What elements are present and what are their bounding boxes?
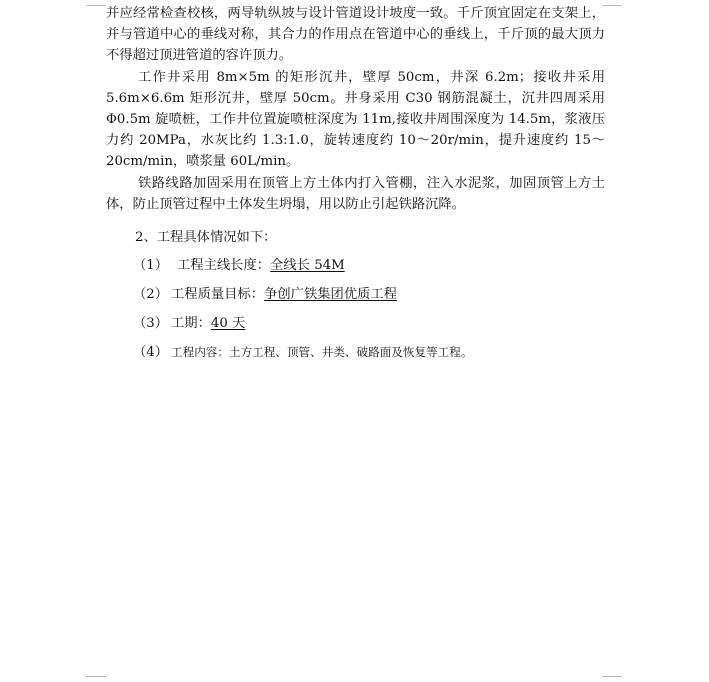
list-item-label: 工程主线长度： <box>177 258 271 273</box>
crop-mark-bottom-right <box>602 676 622 682</box>
crop-mark-bottom-left <box>86 676 106 682</box>
list-item-number: （3） <box>133 316 169 331</box>
section-title: 2、工程具体情况如下： <box>135 230 277 245</box>
list-item-number: （4） <box>133 345 169 360</box>
paragraph-jacking-setup: 并应经常检查校核，两导轨纵坡与设计管道设计坡度一致。千斤顶宜固定在支架上，并与管道中心的垂线对称，其合力的作用点在管道中心的垂线上，千斤顶的最大顶力不得超过顶进管道的容许顶力。 <box>106 6 605 64</box>
body-text <box>106 3 605 215</box>
list-item-value: 40 天 <box>210 316 246 331</box>
list-item-label: 工程内容： <box>171 345 229 359</box>
list-item-number: （2） <box>133 287 169 302</box>
list-item-label: 工程质量目标： <box>171 287 265 302</box>
crop-mark-top-left <box>86 0 106 6</box>
list-item-value: 土方工程、顶管、井类、破路面及恢复等工程。 <box>228 345 473 359</box>
list-item <box>133 256 345 276</box>
list-item <box>133 342 472 363</box>
list-item-value: 全线长 54M <box>270 258 345 273</box>
list-item-number: （1） <box>133 258 169 273</box>
list-item-value: 争创广铁集团优质工程 <box>264 287 398 302</box>
paragraph-railway-reinforcement: 铁路线路加固采用在顶管上方土体内打入管棚，注入水泥浆，加固顶管上方土体，防止顶管过程中土体发生坍塌，用以防止引起铁路沉降。 <box>106 175 605 212</box>
list-item <box>133 314 245 334</box>
crop-mark-top-right <box>602 0 622 6</box>
list-item <box>133 285 397 305</box>
paragraph-caisson-specs: 工作井采用 8m×5m 的矩形沉井，壁厚 50cm，井深 6.2m；接收井采用 5.6m×6.6m 矩形沉井，壁厚 50cm。井身采用 C30 钢筋混凝土，沉井四周采用Φ0.5m 旋喷桩，工作井位置旋喷桩深度为 11m,接收井周围深度为 14.5m，浆液压力约 20MPa，水灰比约 1.3:1.0，旋转速度约 10～20r/min，提升速度约 15～20cm/min，喷浆量 60L/min。 <box>106 69 605 170</box>
list-item-label: 工期： <box>171 316 211 331</box>
